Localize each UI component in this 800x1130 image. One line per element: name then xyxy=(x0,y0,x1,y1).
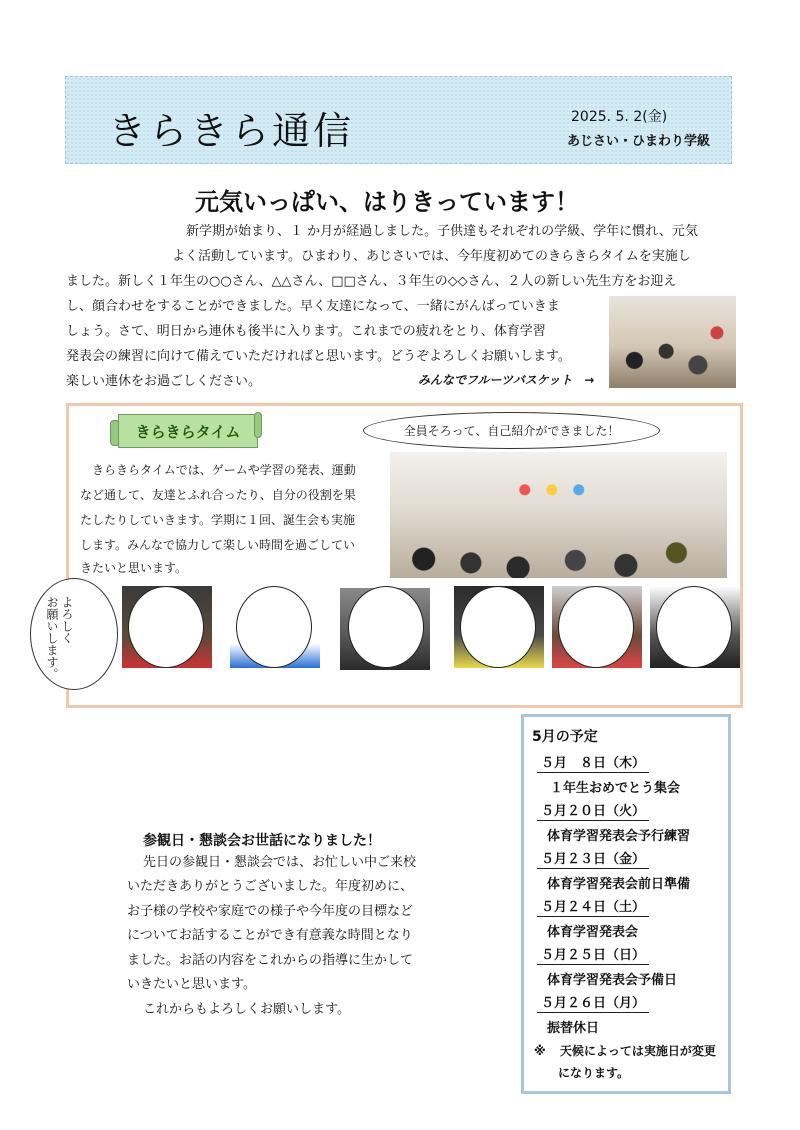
face-mask xyxy=(128,586,204,668)
face-mask xyxy=(460,586,536,668)
intro-line: よく活動しています。ひまわり、あじさいでは、今年度初めてのきらきらタイムを実施し xyxy=(172,249,691,264)
intro-line: しょう。さて、明日から連休も後半に入ります。これまでの疲れをとり、体育学習 xyxy=(66,324,546,339)
kirakira-line: します。みんなで協力して楽しい時間を過ごしてい xyxy=(80,538,356,552)
sankan-title: 参観日・懇談会お世話になりました！ xyxy=(143,833,381,849)
schedule-date: ５月２５日（日） xyxy=(537,944,649,965)
sankan-line: 先日の参観日・懇談会では、お忙しい中ご来校 xyxy=(143,855,417,870)
photo-caption: みんなでフルーツバスケット → xyxy=(418,373,595,387)
schedule-event: 体育学習発表会予行練習 xyxy=(547,829,691,844)
kirakira-line: きたいと思います。 xyxy=(80,561,188,575)
face-mask xyxy=(558,586,634,668)
headline: 元気いっぱい、はりきっています！ xyxy=(195,188,579,216)
intro-line: 発表会の練習に向けて備えていただければと思います。どうぞよろしくお願いします。 xyxy=(66,349,571,364)
note-line-2: になります。 xyxy=(558,1066,630,1080)
schedule-title: 5月の予定 xyxy=(532,729,598,745)
schedule-date: ５月２０日（火） xyxy=(537,800,649,821)
schedule-date: ５月 ８日（木） xyxy=(537,752,649,773)
sankan-line: についてお話することができ有意義な時間となり xyxy=(127,928,413,943)
speech-bubble-left-text: よろしく お願いします。 xyxy=(45,596,74,680)
sankan-line: ました。お話の内容をこれからの指導に生かして xyxy=(127,953,414,968)
schedule-date: ５月２４日（土） xyxy=(537,896,649,917)
speech-bubble-top: 全員そろって、自己紹介ができました！ xyxy=(363,412,660,449)
intro-line: し、顔合わせをすることができました。早く友達になって、一緒にがんばっていきま xyxy=(66,299,560,314)
schedule-date: ５月２６日（月） xyxy=(537,992,649,1013)
kirakira-line: きらきらタイムでは、ゲームや学習の発表、運動 xyxy=(92,463,356,477)
face-mask xyxy=(348,586,424,668)
schedule-date: ５月２３日（金） xyxy=(537,848,649,869)
schedule-event: 振替休日 xyxy=(547,1021,600,1036)
schedule-event: 体育学習発表会予備日 xyxy=(547,973,678,988)
intro-line: 楽しい連休をお過ごしください。 xyxy=(66,374,262,389)
face-mask xyxy=(236,586,312,668)
face-mask xyxy=(656,586,732,668)
kirakira-banner: きらきらタイム xyxy=(118,414,258,448)
fruits-basket-photo xyxy=(609,296,736,388)
kirakira-line: たしたりしていきます。学期に１回、誕生会も実施 xyxy=(80,513,356,527)
issue-date: 2025. 5. 2(金) xyxy=(571,109,668,125)
sankan-line: これからもよろしくお願いします。 xyxy=(143,1002,350,1017)
sankan-line: お子様の学校や家庭での様子や今年度の目標など xyxy=(127,904,414,919)
schedule-event: １年生おめでとう集会 xyxy=(550,781,681,796)
kirakira-line: など通して、友達とふれ合ったり、自分の役割を果 xyxy=(80,488,356,502)
note-mark: ※ xyxy=(534,1044,546,1058)
intro-line: 新学期が始まり、１ か月が経過しました。子供達もそれぞれの学級、学年に慣れ、元気 xyxy=(186,224,698,239)
sankan-line: いただきありがとうございました。年度初めに、 xyxy=(127,879,414,894)
intro-line: ました。新しく１年生の○○さん、△△さん、□□さん、３年生の◇◇さん、２人の新しい先生方をお迎え xyxy=(66,274,677,289)
banner-scroll-right xyxy=(254,412,262,438)
note-line-1: 天候によっては実施日が変更 xyxy=(559,1044,716,1058)
newsletter-title: きらきら通信 xyxy=(108,109,355,153)
class-name: あじさい・ひまわり学級 xyxy=(567,134,711,149)
schedule-event: 体育学習発表会前日準備 xyxy=(547,877,691,892)
sankan-line: いきたいと思います。 xyxy=(127,977,256,992)
self-introduction-photo xyxy=(390,452,727,578)
schedule-event: 体育学習発表会 xyxy=(547,925,639,940)
schedule-note xyxy=(534,1040,716,1084)
